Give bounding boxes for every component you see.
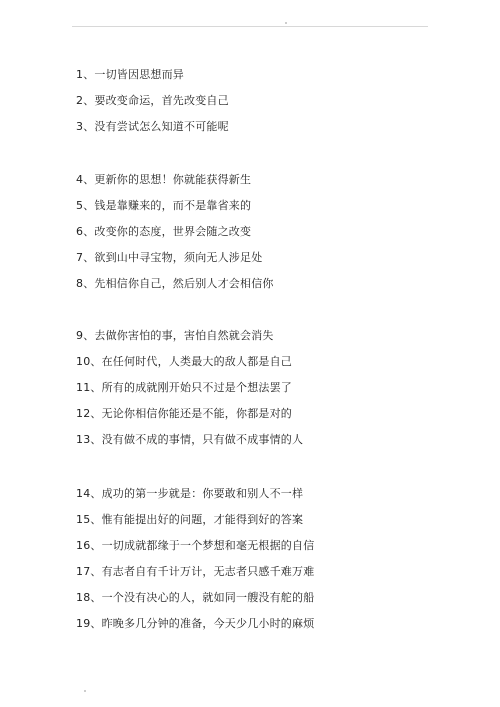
quote-line: 13、没有做不成的事情，只有做不成事情的人 bbox=[76, 433, 304, 446]
speck-mark bbox=[285, 22, 287, 24]
quote-line: 9、去做你害怕的事，害怕自然就会消失 bbox=[76, 329, 274, 342]
page-top-rule bbox=[72, 26, 428, 27]
quote-line: 16、一切成就都缘于一个梦想和毫无根据的自信 bbox=[76, 539, 315, 552]
quote-line: 12、无论你相信你能还是不能，你都是对的 bbox=[76, 407, 292, 420]
quote-line: 2、要改变命运，首先改变自己 bbox=[76, 94, 229, 107]
quote-line: 8、先相信你自己，然后别人才会相信你 bbox=[76, 277, 274, 290]
quote-line: 10、在任何时代，人类最大的敌人都是自己 bbox=[76, 355, 292, 368]
quote-line: 15、惟有能提出好的问题，才能得到好的答案 bbox=[76, 513, 304, 526]
quote-line: 1、一切皆因思想而异 bbox=[76, 68, 184, 81]
quote-line: 5、钱是靠赚来的，而不是靠省来的 bbox=[76, 199, 252, 212]
quote-line: 4、更新你的思想！你就能获得新生 bbox=[76, 173, 252, 186]
quote-line: 7、欲到山中寻宝物，须向无人涉足处 bbox=[76, 251, 263, 264]
quote-line: 19、昨晚多几分钟的准备，今天少几小时的麻烦 bbox=[76, 617, 315, 630]
quote-line: 3、没有尝试怎么知道不可能呢 bbox=[76, 120, 229, 133]
quote-line: 18、一个没有决心的人，就如同一艘没有舵的船 bbox=[76, 591, 315, 604]
quote-line: 6、改变你的态度，世界会随之改变 bbox=[76, 225, 252, 238]
speck-mark bbox=[84, 690, 86, 692]
quote-line: 14、成功的第一步就是：你要敢和别人不一样 bbox=[76, 487, 304, 500]
quote-line: 17、有志者自有千计万计，无志者只感千难万难 bbox=[76, 565, 315, 578]
quote-line: 11、所有的成就刚开始只不过是个想法罢了 bbox=[76, 381, 292, 394]
